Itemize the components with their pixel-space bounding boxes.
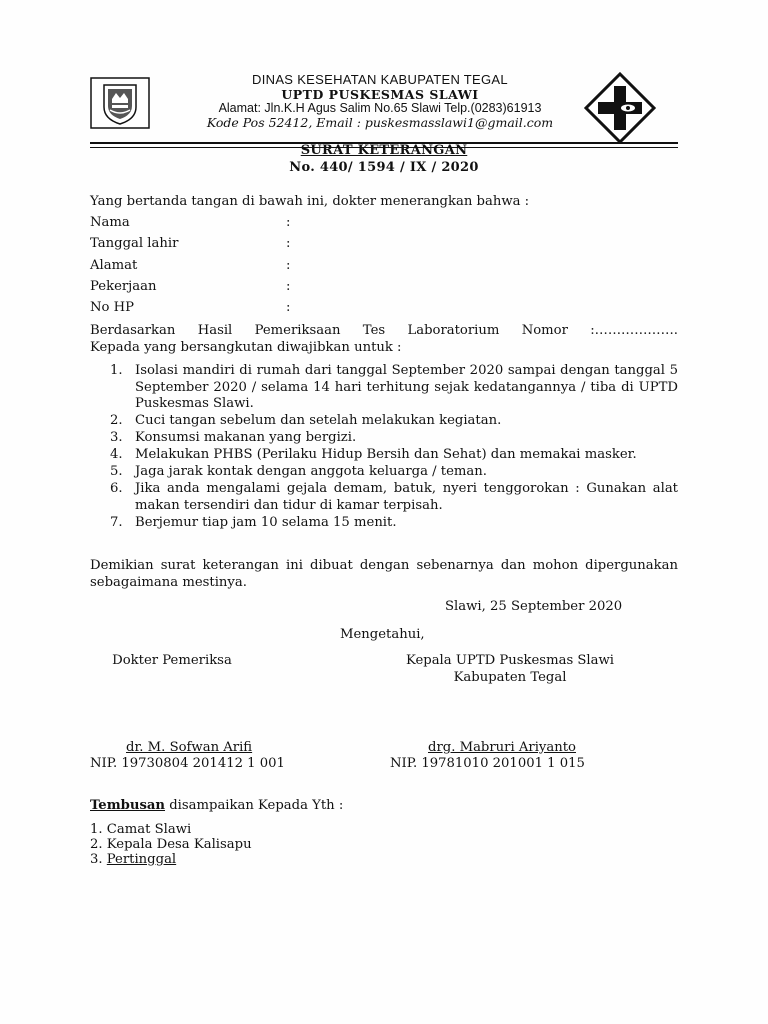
list-item bbox=[90, 363, 678, 413]
cc-item: 2. Kepala Desa Kalisapu bbox=[90, 837, 252, 852]
list-item-number: 7. bbox=[110, 514, 123, 530]
cc-item bbox=[90, 852, 176, 868]
field-colon: : bbox=[286, 215, 291, 230]
list-item bbox=[90, 413, 678, 430]
list-item-text: Cuci tangan sebelum dan setelah melakukan kegiatan. bbox=[135, 413, 502, 428]
left-signatory-role: Dokter Pemeriksa bbox=[112, 653, 232, 668]
acknowledged-label: Mengetahui, bbox=[340, 627, 425, 642]
list-item bbox=[90, 447, 678, 464]
list-item-number: 2. bbox=[110, 413, 123, 428]
list-item bbox=[90, 515, 678, 532]
field-colon: : bbox=[286, 300, 291, 315]
list-item-text: Jika anda mengalami gejala demam, batuk, nyeri tenggorokan : Gunakan alat makan tersendiri dan tidur di kamar terpisah. bbox=[135, 481, 678, 513]
cc-item-number: 3. bbox=[90, 852, 107, 867]
list-item-number: 3. bbox=[110, 430, 123, 445]
left-signatory-nip: NIP. 19730804 201412 1 001 bbox=[90, 756, 285, 771]
list-item-text: Jaga jarak kontak dengan anggota keluarga / teman. bbox=[135, 464, 487, 479]
list-item bbox=[90, 481, 678, 514]
list-item-number: 4. bbox=[110, 447, 123, 462]
cc-label: Tembusan bbox=[90, 798, 166, 813]
right-signatory-name: drg. Mabruri Ariyanto bbox=[428, 740, 576, 755]
document-number: No. 440/ 1594 / IX / 2020 bbox=[289, 160, 479, 175]
left-signatory-name: dr. M. Sofwan Arifi bbox=[126, 740, 253, 755]
list-item bbox=[90, 464, 678, 481]
place-date: Slawi, 25 September 2020 bbox=[445, 599, 623, 614]
field-label-nama: Nama bbox=[90, 215, 130, 230]
right-signatory-nip: NIP. 19781010 201001 1 015 bbox=[390, 756, 585, 771]
closing-statement: Demikian surat keterangan ini dibuat dengan sebenarnya dan mohon dipergunakan sebagaimana mestinya. bbox=[90, 558, 678, 590]
field-colon: : bbox=[286, 258, 291, 273]
field-label-tanggal-lahir: Tanggal lahir bbox=[90, 236, 179, 251]
instructions-list bbox=[90, 363, 678, 532]
institution-name: UPTD PUSKESMAS SLAWI bbox=[281, 87, 479, 102]
list-item-text: Melakukan PHBS (Perilaku Hidup Bersih dan Sehat) dan memakai masker. bbox=[135, 447, 637, 462]
field-colon: : bbox=[286, 279, 291, 294]
list-item-number: 1. bbox=[110, 363, 123, 378]
cc-text: disampaikan Kepada Yth : bbox=[165, 798, 344, 813]
right-signatory-role-line2: Kabupaten Tegal bbox=[453, 670, 567, 685]
institution-contact: Kode Pos 52412, Email : puskesmasslawi1@gmail.com bbox=[206, 115, 554, 130]
cc-item: 1. Camat Slawi bbox=[90, 822, 192, 837]
agency-name: DINAS KESEHATAN KABUPATEN TEGAL bbox=[252, 72, 508, 87]
regency-emblem-logo bbox=[90, 77, 150, 129]
list-item-text: Berjemur tiap jam 10 selama 15 menit. bbox=[135, 514, 397, 530]
intro-statement: Yang bertanda tangan di bawah ini, dokter menerangkan bahwa : bbox=[90, 194, 530, 209]
list-item bbox=[90, 430, 678, 447]
field-label-alamat: Alamat bbox=[90, 258, 138, 273]
list-item-text: Isolasi mandiri di rumah dari tanggal September 2020 sampai dengan tanggal 5 September 2020 / selama 14 hari terhitung sejak kedatangannya / tiba di UPTD Puskesmas Slawi. bbox=[135, 363, 678, 411]
document-title: SURAT KETERANGAN bbox=[300, 143, 468, 158]
lab-test-reference: Berdasarkan Hasil Pemeriksaan Tes Laboratorium Nomor :………………. bbox=[90, 323, 678, 338]
list-item-text: Konsumsi makanan yang bergizi. bbox=[135, 430, 357, 445]
puskesmas-logo bbox=[584, 72, 656, 144]
right-signatory-role: Kepala UPTD Puskesmas Slawi bbox=[405, 653, 615, 668]
cc-item-text: Pertinggal bbox=[106, 852, 177, 867]
field-label-pekerjaan: Pekerjaan bbox=[90, 279, 157, 294]
institution-address: Alamat: Jln.K.H Agus Salim No.65 Slawi Telp.(0283)61913 bbox=[218, 101, 542, 115]
list-item-number: 5. bbox=[110, 464, 123, 479]
field-colon: : bbox=[286, 236, 291, 251]
cc-heading bbox=[90, 798, 343, 813]
field-label-no-hp: No HP bbox=[90, 300, 135, 315]
obligations-intro: Kepada yang bersangkutan diwajibkan untuk : bbox=[90, 340, 402, 355]
list-item-number: 6. bbox=[110, 481, 123, 496]
